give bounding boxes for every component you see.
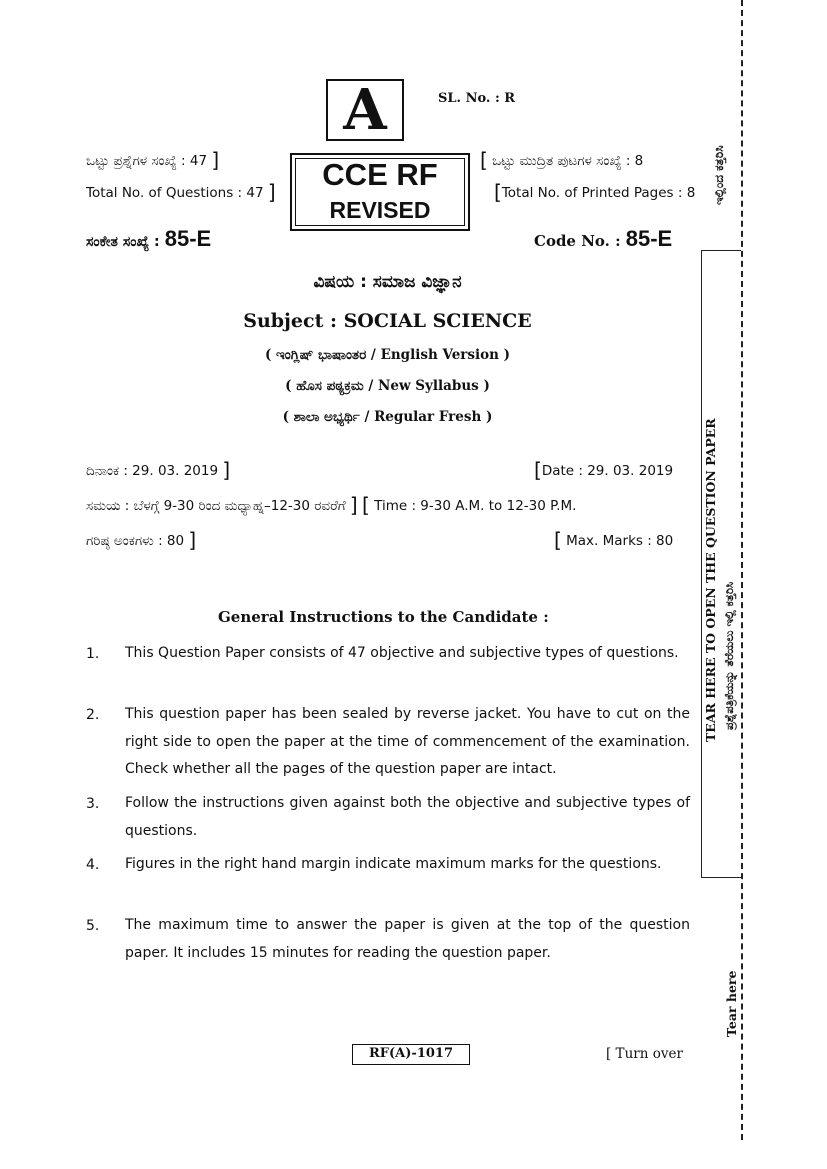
bracket-icon: ] <box>267 180 276 204</box>
bracket-icon: ] <box>222 458 231 482</box>
bracket-icon: [ <box>362 493 370 517</box>
serial-number: SL. No. : R <box>438 91 516 106</box>
bracket-icon: [ <box>554 528 562 552</box>
kn-time-text: ಸಮಯ : ಬೆಳಗ್ಗೆ 9-30 ರಿಂದ ಮಧ್ಯಾಹ್ನ–12-30 ರವರೆಗೆ <box>86 498 346 514</box>
kn-code-number <box>86 226 211 252</box>
kn-total-pages-text: ಒಟ್ಟು ಮುದ್ರಿತ ಪುಟಗಳ ಸಂಖ್ಯೆ : 8 <box>492 153 644 169</box>
instruction-number: 5. <box>86 918 100 934</box>
en-code-value: 85-E <box>625 226 673 251</box>
instruction-item: The maximum time to answer the paper is given at the top of the question paper. It includes 15 minutes for reading the question paper. <box>125 917 690 961</box>
en-code-number <box>534 226 672 252</box>
instruction-number: 4. <box>86 857 100 873</box>
en-time-text: Time : 9-30 A.M. to 12-30 P.M. <box>374 498 577 514</box>
en-max-marks-text: Max. Marks : 80 <box>566 533 674 549</box>
kn-total-pages <box>480 148 643 172</box>
en-total-questions-text: Total No. of Questions : 47 <box>86 185 264 201</box>
set-letter-box: A <box>326 79 404 141</box>
instruction-item: This question paper has been sealed by reverse jacket. You have to cut on the right side to open the paper at the time of commencement of the examination. Check whether all the pages of the question paper are intact. <box>125 706 690 777</box>
en-total-pages-text: Total No. of Printed Pages : 8 <box>501 185 696 201</box>
turn-over-label: [ Turn over <box>606 1046 683 1062</box>
kn-code-label: ಸಂಕೇತ ಸಂಖ್ಯೆ : <box>86 234 160 250</box>
kn-max-marks-text: ಗರಿಷ್ಠ ಅಂಕಗಳು : 80 <box>86 533 185 549</box>
instruction-item: This Question Paper consists of 47 objective and subjective types of questions. <box>125 645 679 661</box>
kn-code-value: 85-E <box>164 226 212 251</box>
kn-max-marks <box>86 528 196 552</box>
kn-date-text: ದಿನಾಂಕ : 29. 03. 2019 <box>86 463 219 479</box>
instruction-item: Figures in the right hand margin indicate maximum marks for the questions. <box>125 856 662 872</box>
kn-cut-here-label: ಇಲ್ಲಿಂದ ಕತ್ತರಿಸಿ <box>712 145 726 205</box>
en-subject-title: Subject : SOCIAL SCIENCE <box>243 310 532 332</box>
en-tear-instruction: TEAR HERE TO OPEN THE QUESTION PAPER <box>703 418 718 742</box>
bracket-icon: ] <box>349 493 358 517</box>
instructions-heading: General Instructions to the Candidate : <box>218 608 549 626</box>
paper-title: CCE RF <box>322 157 438 192</box>
kn-total-questions-text: ಒಟ್ಟು ಪ್ರಶ್ನೆಗಳ ಸಂಖ್ಯೆ : 47 <box>86 153 208 169</box>
category-line: ( ಶಾಲಾ ಅಭ್ಯರ್ಥಿ / Regular Fresh ) <box>282 409 493 425</box>
en-total-pages <box>494 180 695 204</box>
instruction-number: 3. <box>86 796 100 812</box>
kn-total-questions <box>86 148 219 172</box>
tear-line[interactable] <box>741 0 743 1140</box>
en-code-label: Code No. : <box>534 232 621 250</box>
kn-subject-title: ವಿಷಯ : ಸಮಾಜ ವಿಜ್ಞಾನ <box>313 272 462 292</box>
time-row <box>86 493 576 517</box>
instruction-item: Follow the instructions given against both the objective and subjective types of questions. <box>125 795 690 839</box>
en-total-questions <box>86 180 276 204</box>
bracket-icon: ] <box>188 528 197 552</box>
en-date <box>534 458 673 482</box>
bracket-icon: [ <box>480 148 488 172</box>
bracket-icon: ] <box>211 148 220 172</box>
version-line: ( ಇಂಗ್ಲಿಷ್ ಭಾಷಾಂತರ / English Version ) <box>264 347 511 363</box>
en-date-text: Date : 29. 03. 2019 <box>541 463 674 479</box>
instruction-number: 2. <box>86 707 100 723</box>
en-tear-here-label: Tear here <box>724 970 739 1037</box>
bracket-icon: [ <box>494 180 502 204</box>
en-max-marks <box>554 528 673 552</box>
bracket-icon: [ <box>534 458 542 482</box>
paper-code-footer: RF(A)-1017 <box>352 1044 470 1065</box>
instruction-number: 1. <box>86 646 100 662</box>
kn-tear-instruction: ಪ್ರಶ್ನೆಪತ್ರಿಕೆಯನ್ನು ತೆರೆಯಲು ಇಲ್ಲಿ ಕತ್ತರಿಸಿ <box>722 581 736 730</box>
syllabus-line: ( ಹೊಸ ಪಠ್ಯಕ್ರಮ / New Syllabus ) <box>285 378 490 394</box>
paper-subtitle: REVISED <box>329 197 431 223</box>
kn-date <box>86 458 230 482</box>
paper-title-box <box>290 153 470 231</box>
